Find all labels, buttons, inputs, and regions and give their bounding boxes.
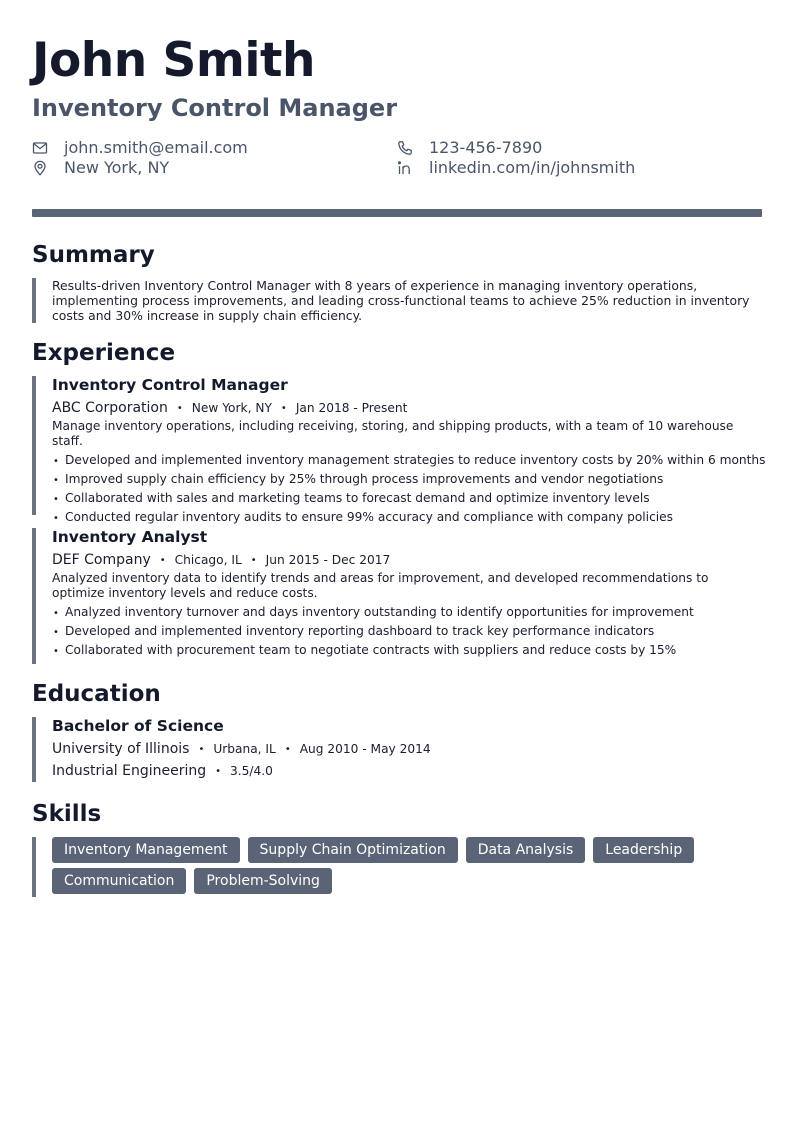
email-text: john.smith@email.com (64, 138, 248, 157)
contact-location (32, 158, 169, 177)
contact-linkedin[interactable] (397, 158, 635, 177)
job-dates: Jun 2015 - Dec 2017 (265, 553, 391, 567)
skill-chip: Inventory Management (52, 837, 240, 863)
job-entry (32, 528, 762, 664)
school-location: Urbana, IL (213, 742, 276, 756)
summary-heading: Summary (32, 242, 155, 268)
summary-block (32, 278, 762, 323)
separator-dot: • (198, 743, 205, 755)
education-dates: Aug 2010 - May 2014 (299, 742, 431, 756)
job-description: Analyzed inventory data to identify trends and areas for improvement, and developed recommendations to optimize inventory levels and reduce costs. (52, 571, 709, 600)
job-bullet: • Conducted regular inventory audits to ensure 99% accuracy and compliance with company policies (52, 510, 762, 525)
mail-icon (32, 140, 48, 156)
education-major-row (52, 762, 762, 780)
skill-chip: Data Analysis (466, 837, 586, 863)
job-title: Inventory Analyst (52, 528, 208, 546)
job-meta (52, 551, 762, 569)
job-bullet: • Improved supply chain efficiency by 25% through process improvements and vendor negotiations (52, 472, 762, 487)
job-bullets (52, 453, 766, 525)
separator-dot: • (159, 554, 166, 566)
header-divider (32, 209, 762, 217)
degree: Bachelor of Science (52, 717, 224, 735)
education-heading: Education (32, 681, 161, 707)
linkedin-icon (397, 160, 413, 176)
skills-heading: Skills (32, 801, 102, 827)
skill-chip: Supply Chain Optimization (248, 837, 458, 863)
job-location: Chicago, IL (174, 553, 242, 567)
skills-block (32, 837, 762, 897)
job-bullets (52, 605, 762, 658)
job-dates: Jan 2018 - Present (295, 401, 408, 415)
contact-email[interactable] (32, 138, 248, 157)
job-company: DEF Company (52, 552, 151, 568)
job-title: Inventory Control Manager (52, 376, 288, 394)
school-name: University of Illinois (52, 741, 190, 757)
candidate-title: Inventory Control Manager (32, 94, 398, 122)
separator-dot: • (176, 402, 183, 414)
contact-phone[interactable] (397, 138, 542, 157)
job-bullet: • Collaborated with sales and marketing teams to forecast demand and optimize inventory levels (52, 491, 762, 506)
phone-text: 123-456-7890 (429, 138, 543, 157)
skills-list (36, 837, 762, 894)
location-text: New York, NY (64, 158, 170, 177)
location-pin-icon (32, 160, 48, 176)
candidate-name: John Smith (32, 33, 315, 88)
job-bullet: • Developed and implemented inventory management strategies to reduce inventory costs by 20% within 6 months (52, 453, 762, 468)
contact-info (32, 138, 762, 182)
separator-dot: • (250, 554, 257, 566)
job-bullet: • Collaborated with procurement team to negotiate contracts with suppliers and reduce costs by 15% (52, 643, 762, 658)
job-location: New York, NY (191, 401, 272, 415)
education-entry (32, 717, 762, 782)
skill-chip: Communication (52, 868, 186, 894)
job-company: ABC Corporation (52, 400, 168, 416)
experience-heading: Experience (32, 340, 176, 366)
job-bullet: • Developed and implemented inventory reporting dashboard to track key performance indicators (52, 624, 762, 639)
job-bullet: • Analyzed inventory turnover and days inventory outstanding to identify opportunities for improvement (52, 605, 762, 620)
linkedin-text: linkedin.com/in/johnsmith (429, 158, 636, 177)
phone-icon (397, 140, 413, 156)
separator-dot: • (215, 765, 222, 777)
separator-dot: • (280, 402, 287, 414)
skill-chip: Problem-Solving (194, 868, 332, 894)
job-description: Manage inventory operations, including receiving, storing, and shipping products, with a team of 10 warehouse staff. (52, 419, 734, 448)
job-meta (52, 399, 762, 417)
skill-chip: Leadership (593, 837, 694, 863)
separator-dot: • (284, 743, 291, 755)
summary-text: Results-driven Inventory Control Manager with 8 years of experience in managing inventory operations, implementing process improvements, and leading cross-functional teams to achieve 25% reduction in inventory costs and 30% increase in supply chain efficiency. (52, 278, 750, 323)
job-entry (32, 376, 766, 524)
education-meta (52, 740, 762, 758)
major: Industrial Engineering (52, 763, 207, 779)
gpa: 3.5/4.0 (230, 764, 273, 778)
